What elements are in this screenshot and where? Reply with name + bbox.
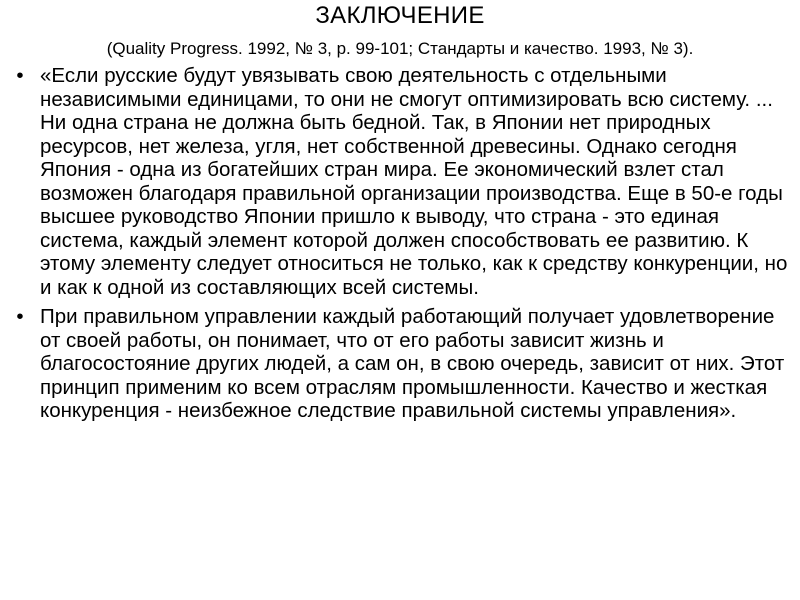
bullet-item-management xyxy=(10,305,788,423)
slide-subtitle: (Quality Progress. 1992, № 3, p. 99-101; Стандарты и качество. 1993, № 3). xyxy=(106,39,694,58)
bullet-text: При правильном управлении каждый работающий получает удовлетворение от своей работы, он понимает, что от его работы зависит жизнь и благосостояние других людей, а сам он, в свою очередь, зависит от них. Этот принцип применим ко всем отраслям промышленности. Качество и жесткая конкуренция - неизбежное следствие правильной системы управления». xyxy=(40,305,785,422)
bullet-text: «Если русские будут увязывать свою деятельность с отдельными независимыми единицами, то они не смогут оптимизировать всю систему. ... Ни одна страна не должна быть бедной. Так, в Японии нет природных ресурсов, нет железа, угля, нет собственной древесины. Однако сегодня Япония - одна из богатейших стран мира. Ее экономический взлет стал возможен благодаря правильной организации производства. Еще в 50-е годы высшее руководство Японии пришло к выводу, что страна - это единая система, каждый элемент которой должен способствовать ее развитию. К этому элементу следует относиться не только, как к средству конкуренции, но и как к одной из составляющих всей системы. xyxy=(40,64,788,299)
slide-title: ЗАКЛЮЧЕНИЕ xyxy=(315,2,485,29)
bullet-item-quote xyxy=(10,64,788,299)
bullet-list xyxy=(10,64,788,429)
bullet-dot-icon: • xyxy=(16,64,24,87)
bullet-dot-icon: • xyxy=(16,305,24,328)
